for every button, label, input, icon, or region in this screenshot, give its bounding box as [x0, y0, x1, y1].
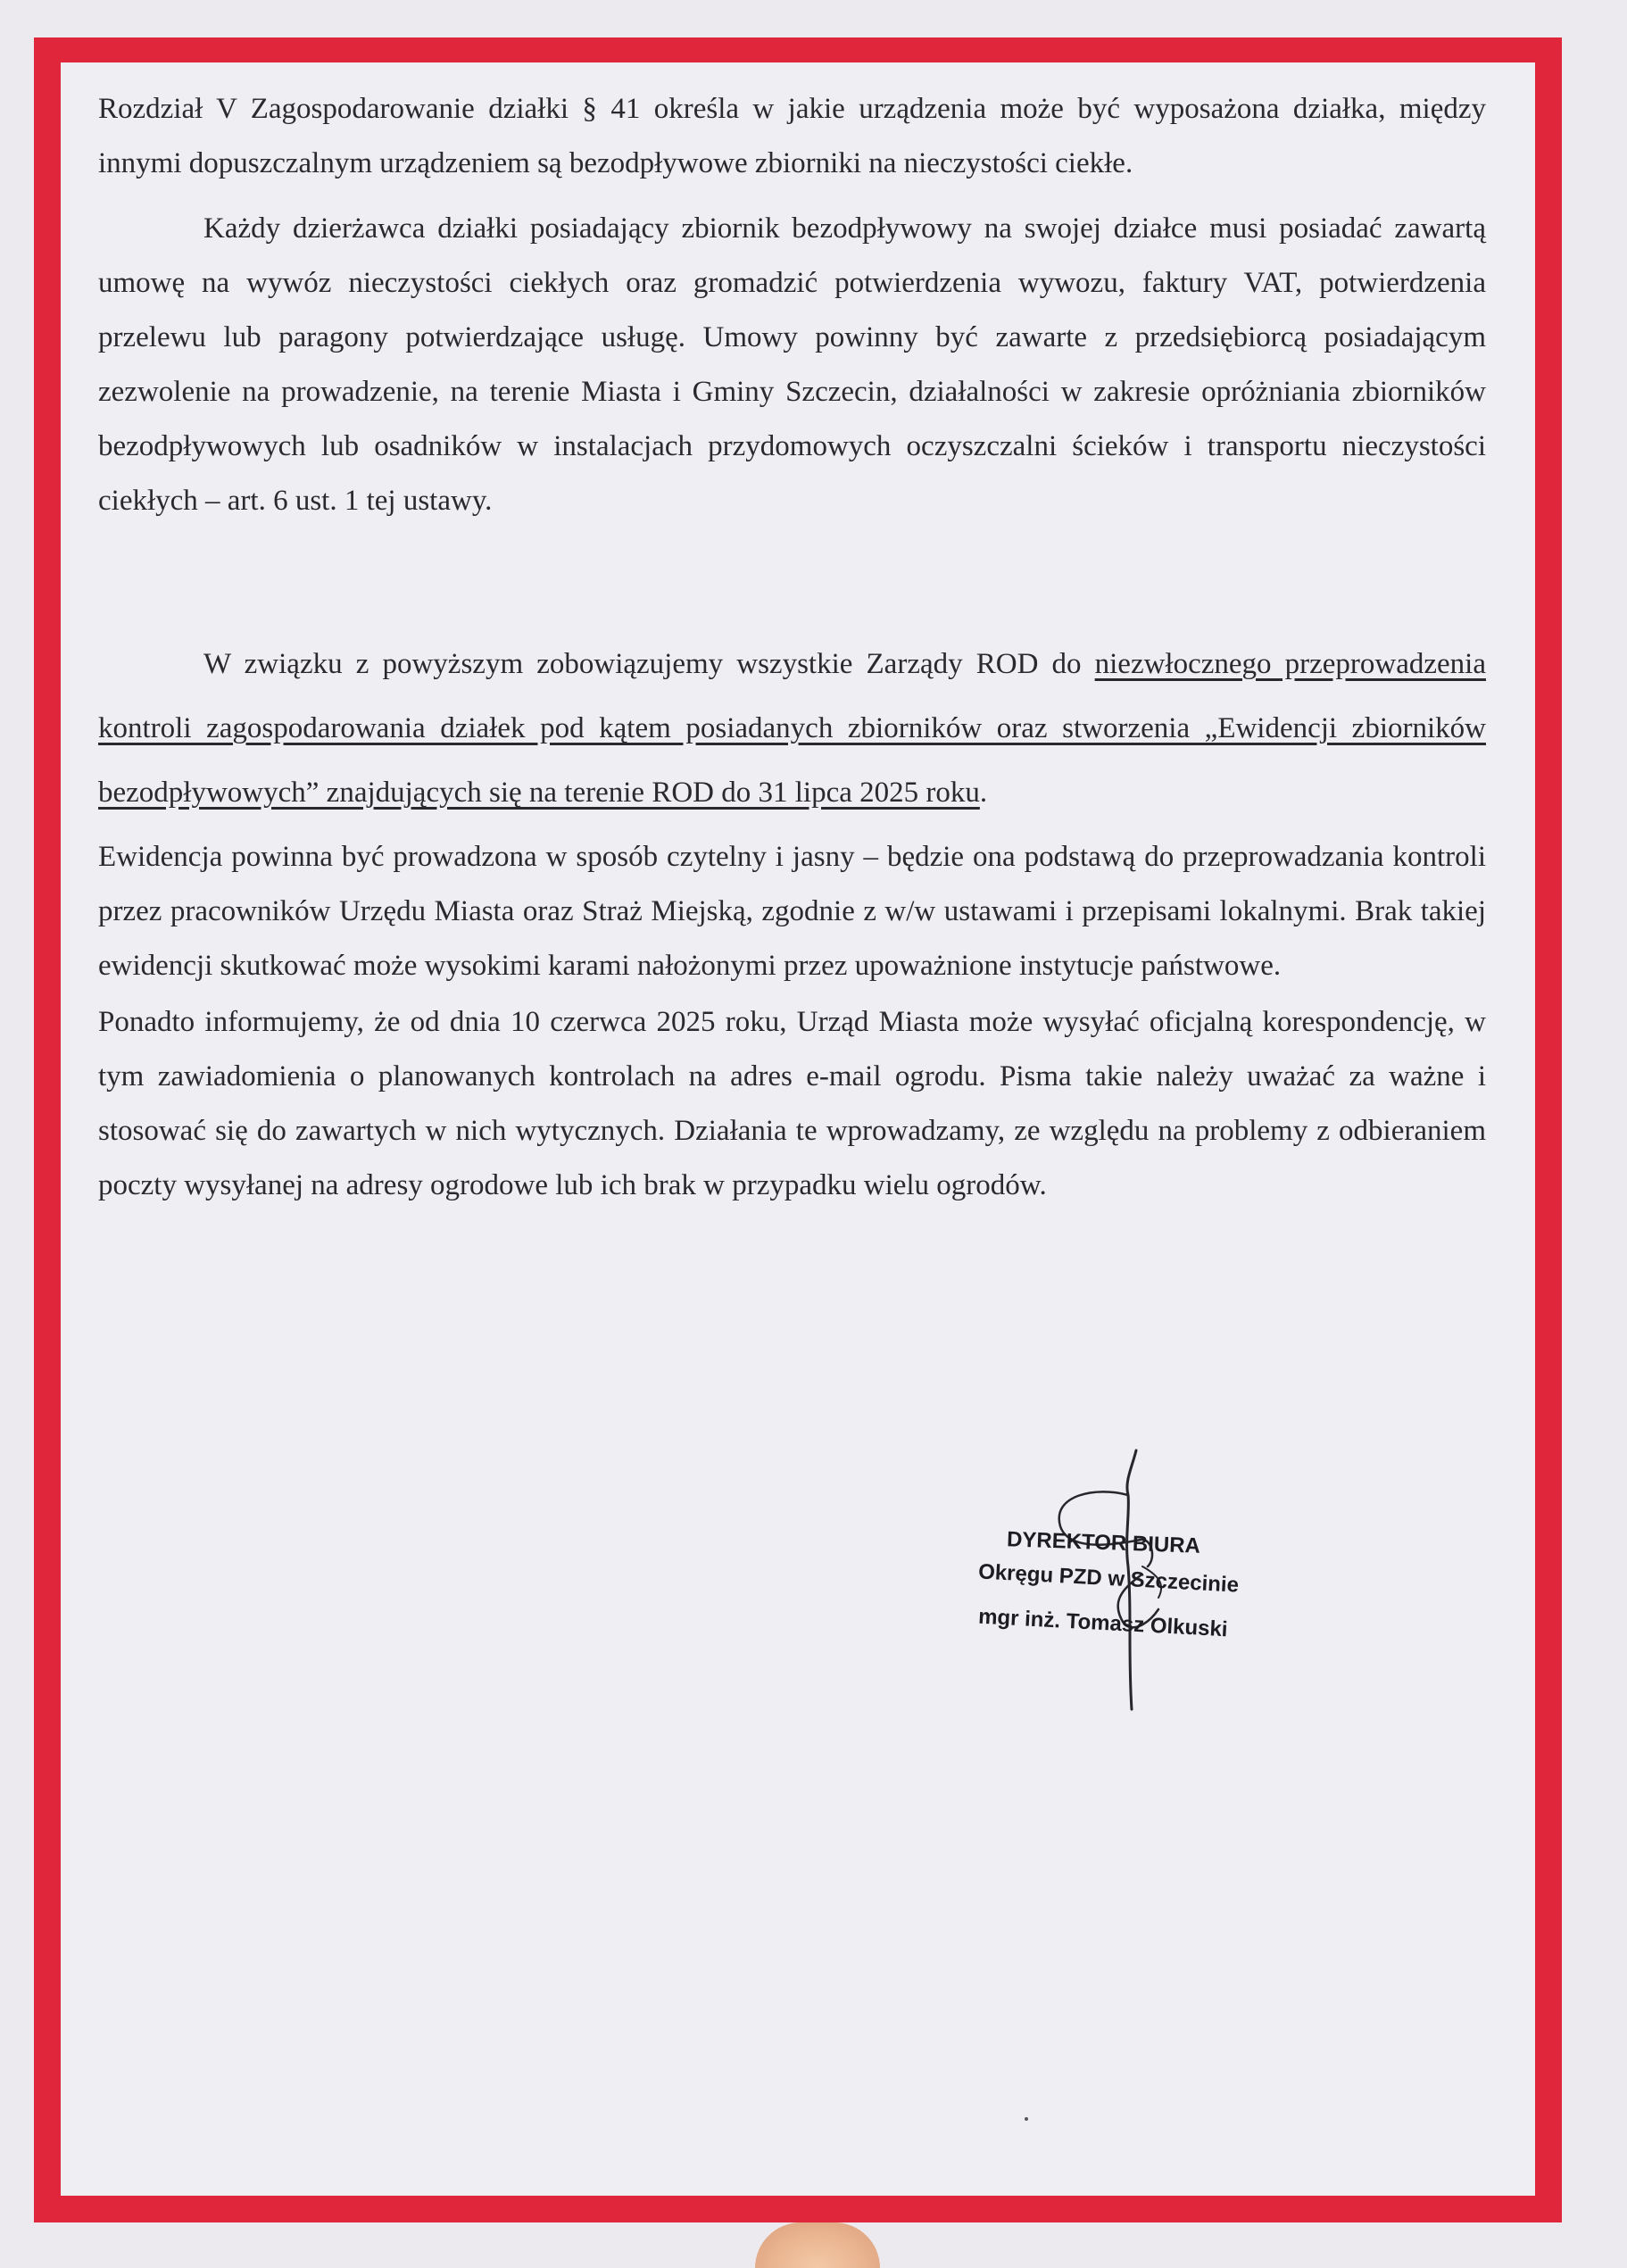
stamp-name: mgr inż. Tomasz Olkuski [977, 1604, 1229, 1642]
signature-stamp [917, 1441, 1292, 1727]
paragraph-email-notice: Ponadto informujemy, że od dnia 10 czerwca 2025 roku, Urząd Miasta może wysyłać oficjalną korespondencję, w tym zawiadomienia o planowanych kontrolach na adres e-mail ogrodu. Pisma takie należy uważać za ważne i stosować się do zawartych w nich wytycznych. Działania te wprowadzamy, ze względu na problemy z odbieraniem poczty wysyłanej na adresy ogrodowe lub ich brak w przypadku wielu ogrodów. [98, 1006, 1486, 1201]
paragraph-register: Ewidencja powinna być prowadzona w sposób czytelny i jasny – będzie ona podstawą do przeprowadzania kontroli przez pracowników Urzędu Miasta oraz Straż Miejską, zgodnie z w/w ustawami i przepisami lokalnymi. Brak takiej ewidencji skutkować może wysokimi karami nałożonymi przez upoważnione instytucje państwowe. [98, 841, 1486, 982]
stamp-organization: Okręgu PZD w Szczecinie [977, 1559, 1240, 1598]
stamp-title: DYREKTOR BIURA [1006, 1527, 1201, 1558]
letter-page [61, 62, 1535, 2196]
obligation-deadline-underlined: niezwłocznego przeprowadzenia kontroli zagospodarowania działek pod kątem posiadanych zbiorników oraz stworzenia „Ewidencji zbiorników bezodpływowych” znajdujących się na terenie ROD do 31 lipca 2025 roku [98, 648, 1487, 809]
paper-speck [1025, 2117, 1028, 2121]
paragraph-contract-requirement: Każdy dzierżawca działki posiadający zbiornik bezodpływowy na swojej działce musi posiadać zawartą umowę na wywóz nieczystości ciekłych oraz gromadzić potwierdzenia wywozu, faktury VAT, potwierdzenia przelewu lub paragony potwierdzające usługę. Umowy powinny być zawarte z przedsiębiorcą posiadającym zezwolenie na prowadzenie, na terenie Miasta i Gminy Szczecin, działalności w zakresie opróżniania zbiorników bezodpływowych lub osadników w instalacjach przydomowych oczyszczalni ścieków i transportu nieczystości ciekłych – art. 6 ust. 1 tej ustawy. [98, 212, 1486, 517]
paragraph-regulation: Rozdział V Zagospodarowanie działki § 41 określa w jakie urządzenia może być wyposażona działka, między innymi dopuszczalnym urządzeniem są bezodpływowe zbiorniki na nieczystości ciekłe. [98, 93, 1486, 179]
paragraph-obligation [98, 632, 1486, 825]
obligation-lead: W związku z powyższym zobowiązujemy wszystkie Zarządy ROD do [203, 648, 1095, 680]
thumb-in-photo [755, 2222, 880, 2268]
letter-body [98, 82, 1486, 1213]
obligation-period: . [979, 777, 988, 809]
